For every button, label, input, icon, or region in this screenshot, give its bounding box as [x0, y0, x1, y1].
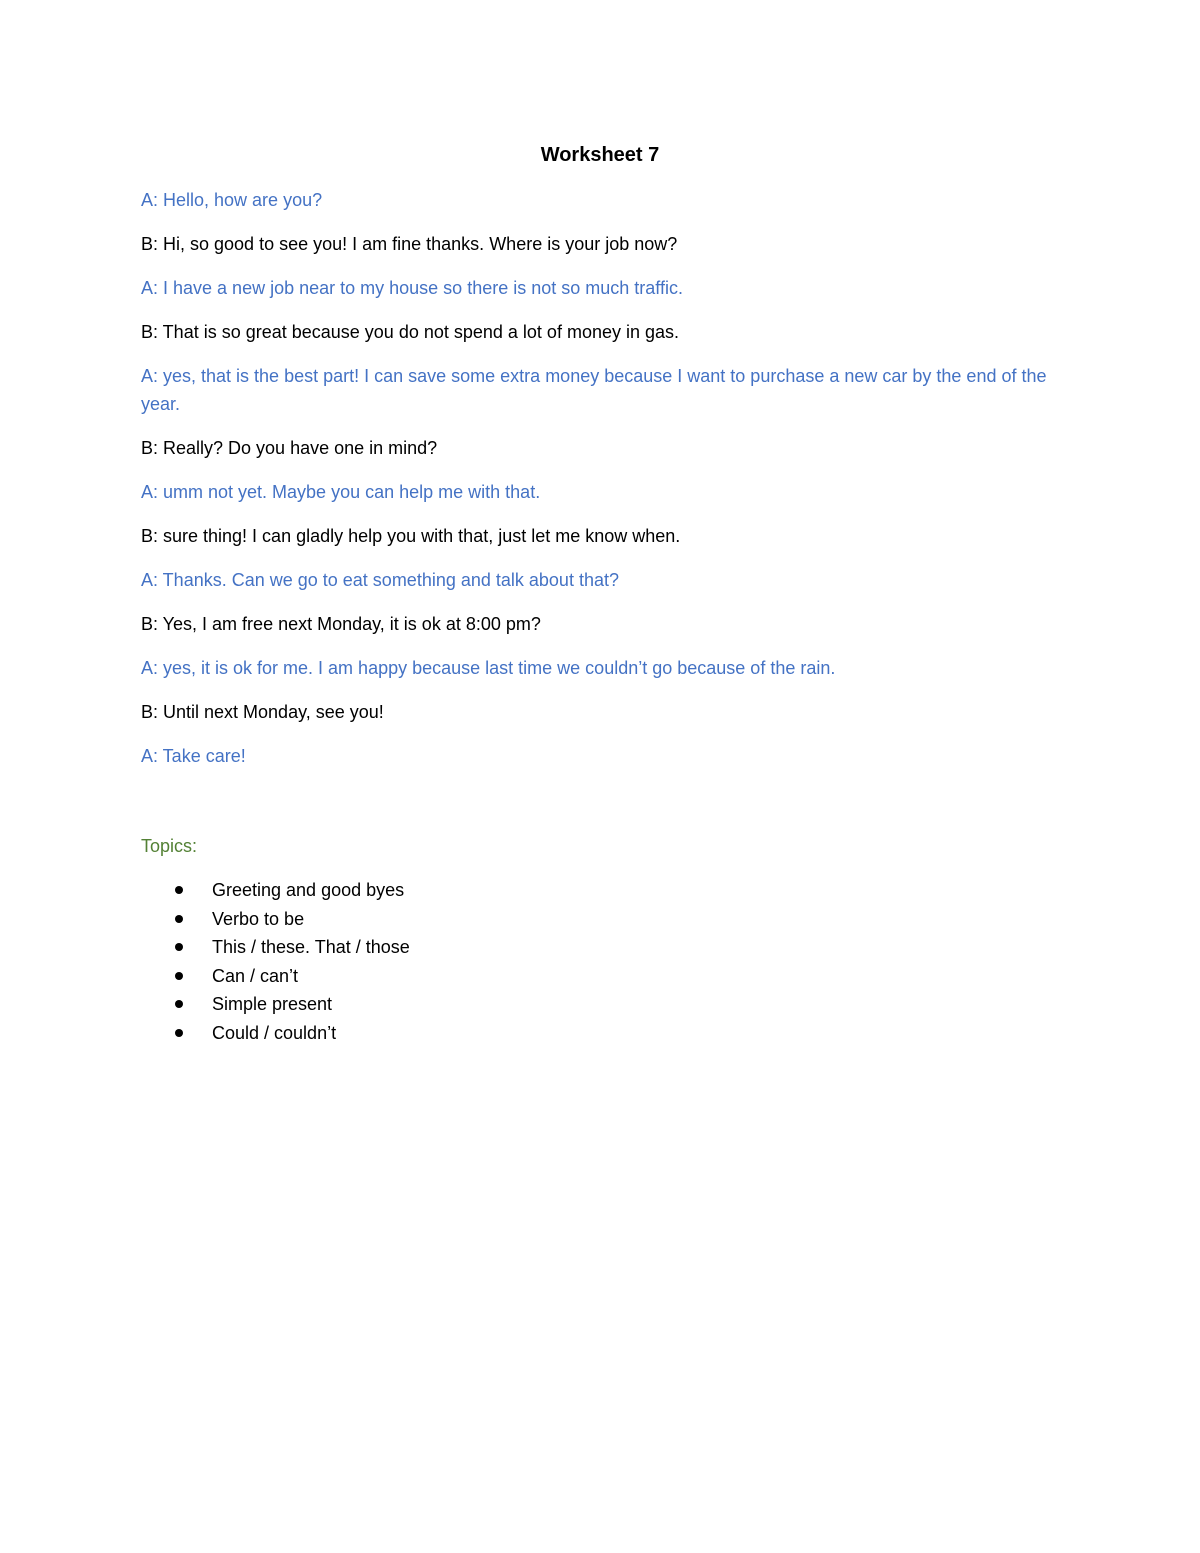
dialogue-line-a: A: I have a new job near to my house so there is not so much traffic. [141, 278, 683, 298]
dialogue-line-a: A: Take care! [141, 746, 246, 766]
topic-label: Greeting and good byes [212, 880, 405, 900]
topic-item [141, 933, 410, 962]
topic-item [141, 905, 410, 934]
bullet-icon [175, 886, 183, 894]
dialogue-line-b: B: Until next Monday, see you! [141, 702, 384, 722]
topic-label: Verbo to be [212, 908, 305, 929]
topic-label: Can / can’t [212, 965, 299, 986]
dialogue-line-a: A: Hello, how are you? [141, 190, 323, 210]
dialogue [141, 186, 1061, 786]
topics-list [141, 876, 410, 1048]
dialogue-line-b: B: That is so great because you do not spend a lot of money in gas. [141, 322, 680, 342]
topic-item [141, 990, 410, 1019]
bullet-icon [175, 1029, 183, 1037]
bullet-icon [175, 1000, 183, 1008]
bullet-icon [175, 915, 183, 923]
topic-label: This / these. That / those [212, 937, 410, 958]
bullet-icon [175, 972, 183, 980]
topic-label: Could / couldn’t [212, 1022, 337, 1043]
dialogue-line-b: B: Hi, so good to see you! I am fine thanks. Where is your job now? [141, 234, 678, 254]
dialogue-line-a: A: yes, that is the best part! I can save some extra money because I want to purchase a new car by the end of the year. [141, 366, 1047, 414]
topics-heading: Topics: [141, 836, 198, 856]
dialogue-line-b: B: sure thing! I can gladly help you with that, just let me know when. [141, 526, 681, 546]
topic-item [141, 962, 410, 991]
bullet-icon [175, 943, 183, 951]
dialogue-line-b: B: Really? Do you have one in mind? [141, 438, 438, 458]
dialogue-line-a: A: yes, it is ok for me. I am happy because last time we couldn’t go because of the rain. [141, 658, 836, 678]
dialogue-line-a: A: Thanks. Can we go to eat something and talk about that? [141, 570, 619, 590]
page-title: Worksheet 7 [540, 144, 660, 166]
topic-item [141, 876, 410, 905]
dialogue-line-a: A: umm not yet. Maybe you can help me with that. [141, 482, 541, 502]
dialogue-line-b: B: Yes, I am free next Monday, it is ok at 8:00 pm? [141, 614, 541, 634]
topic-item [141, 1019, 410, 1048]
topic-label: Simple present [212, 994, 333, 1015]
